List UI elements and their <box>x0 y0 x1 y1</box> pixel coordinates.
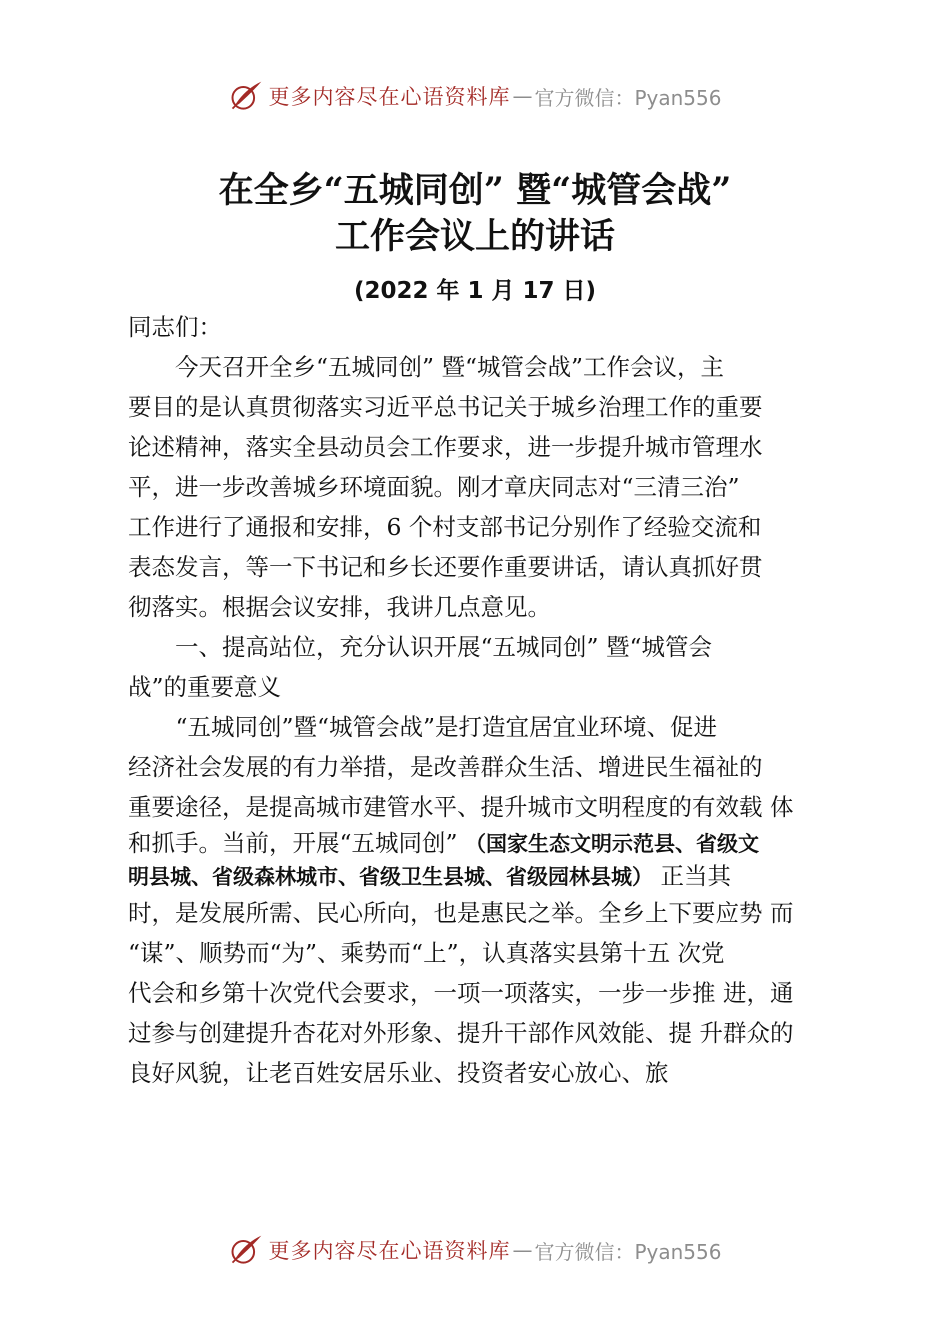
watermark-brand: 更多内容尽在心语资料库 <box>268 1239 511 1263</box>
text-line: 战”的重要意义 <box>128 673 282 701</box>
document-title-line-2: 工作会议上的讲话 <box>334 216 615 257</box>
text-line: “五城同创”暨“城管会战”是打造宜居宜业环境、促进 <box>152 713 718 741</box>
watermark-banner-top <box>0 76 950 116</box>
watermark-dash: — <box>512 1238 533 1262</box>
text-line <box>128 827 838 859</box>
text-line: 论述精神，落实全县动员会工作要求，进一步提升城市管理水 <box>128 433 763 461</box>
text-line: 要目的是认真贯彻落实习近平总书记关于城乡治理工作的重要 <box>128 393 763 421</box>
text-line: 经济社会发展的有力举措，是改善群众生活、增进民生福祉的 <box>128 753 763 781</box>
text-line: “谋”、顺势而“为”、乘势而“上”，认真落实县第十五 次党 <box>128 939 725 967</box>
text-line: 过参与创建提升杏花对外形象、提升干部作风效能、提 升群众的 <box>128 1019 794 1047</box>
watermark-wechat: 官方微信：Pyan556 <box>534 85 722 110</box>
note-segment: 明县城、省级森林城市、省级卫生县城、省级园林县城） <box>128 865 653 889</box>
watermark-banner-bottom <box>0 1230 950 1270</box>
text-line: 良好风貌，让老百姓安居乐业、投资者安心放心、旅 <box>128 1059 669 1087</box>
document-title-line-1: 在全乡“五城同创” 暨“城管会战” <box>218 170 732 211</box>
paragraph-intro <box>128 347 838 627</box>
text-line: 平，进一步改善城乡环境面貌。刚才章庆同志对“三清三治” <box>128 473 740 501</box>
text-line: 彻落实。根据会议安排，我讲几点意见。 <box>128 593 551 621</box>
note-segment: （国家生态文明示范县、省级文 <box>465 832 760 856</box>
watermark-dash: — <box>512 84 533 108</box>
watermark-brand: 更多内容尽在心语资料库 <box>268 85 511 109</box>
text-line: 一、提高站位，充分认识开展“五城同创” 暨“城管会 <box>128 633 713 661</box>
document-date: (2022 年 1 月 17 日) <box>353 278 597 304</box>
text-line: 今天召开全乡“五城同创” 暨“城管会战”工作会议，主 <box>128 353 725 381</box>
text-line: 表态发言，等一下书记和乡长还要作重要讲话，请认真抓好贯 <box>128 553 763 581</box>
paragraph-significance <box>128 707 838 1093</box>
section-heading-1 <box>128 627 838 707</box>
text-line: 重要途径，是提高城市建管水平、提升城市文明程度的有效载 体 <box>128 793 794 821</box>
text-line: 工作进行了通报和安排，6 个村支部书记分别作了经验交流和 <box>128 513 762 541</box>
text-line <box>128 859 838 893</box>
greeting: 同志们： <box>128 313 222 341</box>
text-segment: 正当其 <box>660 862 731 890</box>
text-line: 代会和乡第十次党代会要求，一项一项落实，一步一步推 进，通 <box>128 979 794 1007</box>
quill-pen-icon <box>228 78 264 114</box>
text-line: 时，是发展所需、民心所向，也是惠民之举。全乡上下要应势 而 <box>128 899 794 927</box>
document-body <box>128 307 838 1093</box>
text-segment: 和抓手。当前，开展“五城同创” <box>128 829 458 857</box>
watermark-wechat: 官方微信：Pyan556 <box>534 1239 722 1264</box>
quill-pen-icon <box>228 1232 264 1268</box>
